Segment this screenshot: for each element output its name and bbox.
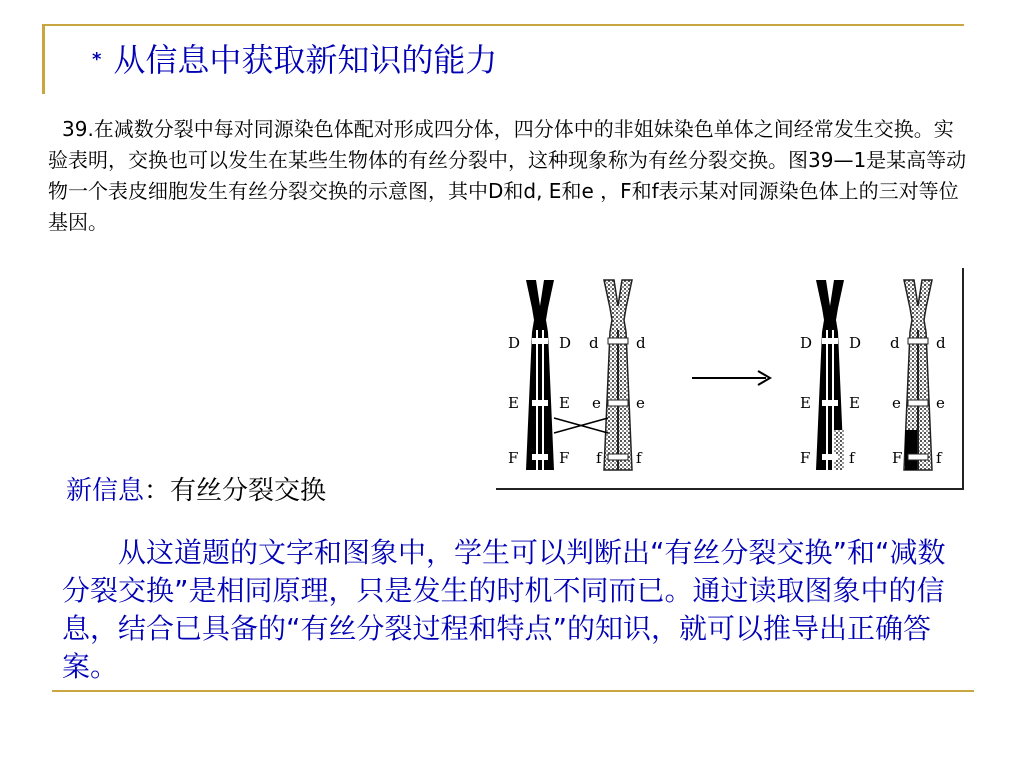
label-E-right-inner: E <box>849 394 860 412</box>
slide-title: 从信息中获取新知识的能力 <box>113 41 498 79</box>
chromosome-figure <box>496 268 964 490</box>
label-d-right-outer: d <box>936 334 946 352</box>
new-info-line <box>66 474 326 508</box>
new-info-text: 有丝分裂交换 <box>170 476 327 506</box>
label-F-right-inner-dotted: F <box>892 449 903 467</box>
label-f-left-outer: f <box>636 449 642 467</box>
label-D-right-outer: D <box>800 334 813 352</box>
chromosome-dotted-after <box>904 280 932 470</box>
label-D-left-inner: D <box>559 334 572 352</box>
label-e-left-outer: e <box>636 394 645 412</box>
label-E-left-inner: E <box>559 394 570 412</box>
question-text: 39.在减数分裂中每对同源染色体配对形成四分体，四分体中的非姐妹染色单体之间经常发生交换。实验表明，交换也可以发生在某些生物体的有丝分裂中，这种现象称为有丝分裂交换。图39—1是某高等动物一个表皮细胞发生有丝分裂交换的示意图，其中D和d, E和e ，F和f表示某对同源染色体上的三对等位基因。 <box>48 117 967 234</box>
new-info-separator: ： <box>144 476 171 506</box>
label-E-right-outer: E <box>800 394 811 412</box>
label-F-left-outer: F <box>508 449 519 467</box>
crossover-lines <box>554 418 608 433</box>
explanation-paragraph: 从这道题的文字和图象中，学生可以判断出“有丝分裂交换”和“减数分裂交换”是相同原理，只是发生的时机不同而已。通过读取图象中的信息，结合已具备的“有丝分裂过程和特点”的知识，就可以推导出正确答案。 <box>62 536 946 683</box>
label-d-right-inner: d <box>890 334 900 352</box>
chromosome-dotted-before <box>604 280 632 470</box>
label-e-right-inner: e <box>892 394 901 412</box>
title-bullet: * <box>92 49 102 70</box>
label-f-left-inner: f <box>596 449 602 467</box>
label-e-left-inner: e <box>592 394 601 412</box>
label-E-left-outer: E <box>508 394 519 412</box>
label-d-left-outer: d <box>636 334 646 352</box>
chromosome-dark-before <box>526 280 554 470</box>
label-f-right-inner-dark: f <box>849 449 855 467</box>
arrow-icon <box>692 371 770 385</box>
label-d-left-inner: d <box>589 334 599 352</box>
label-D-left-outer: D <box>508 334 521 352</box>
frame-bottom-rule <box>52 690 974 692</box>
title-row <box>92 41 498 79</box>
label-F-left-inner: F <box>559 449 570 467</box>
label-D-right-inner: D <box>849 334 862 352</box>
frame-top-rule <box>42 24 964 26</box>
new-info-label: 新信息 <box>66 476 145 506</box>
chromosome-dark-after <box>816 280 844 470</box>
label-F-right-outer: F <box>800 449 811 467</box>
frame-left-accent <box>42 24 45 94</box>
label-e-right-outer: e <box>936 394 945 412</box>
label-f-right-outer: f <box>936 449 942 467</box>
